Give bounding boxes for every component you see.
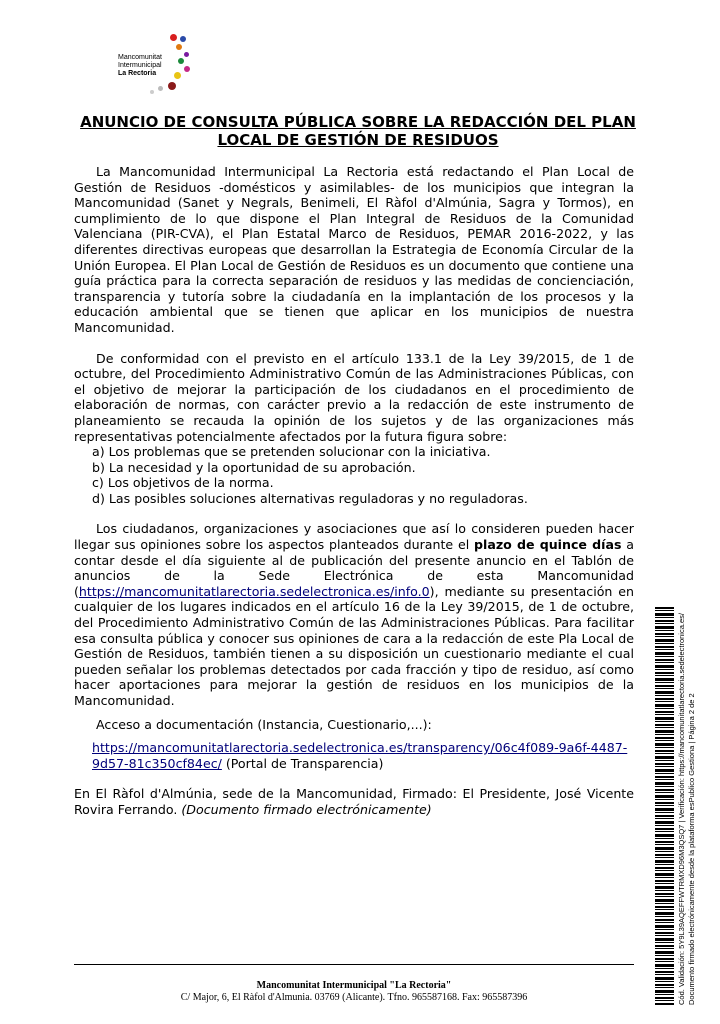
validation-sidebar: [655, 607, 713, 1005]
footer-organization: Mancomunitat Intermunicipal "La Rectoria": [256, 980, 452, 991]
validation-text: [677, 607, 697, 1005]
participation-text-end: ), mediante su presentación en cualquier de los lugares indicados en el artículo 16 de la Ley 39/2015, de 1 de octubre, del Procedimiento Administrativo Común de las Administraciones Públicas. Para facilitar esa consulta pública y conocer sus opiniones de cara a la redacción de este Pla Local de Gestión de Residuos, también tienen a su disposición un cuestionario mediante el cual pueden señalar los problemas detectados por cada fracción y tipo de residuo, así como hacer aportaciones para mejorar la gestión de residuos en los municipios de la Mancomunidad.: [74, 583, 634, 708]
transparency-portal-label: (Portal de Transparencia): [221, 755, 384, 771]
list-item: c) Los objetivos de la norma.: [92, 475, 274, 491]
page-footer: [74, 980, 634, 1004]
transparency-portal-link[interactable]: https://mancomunitatlarectoria.sedelectronica.es/transparency/06c4f089-9a6f-4487-9d57-81c350cf84ec/: [92, 740, 628, 771]
logo-line-1: Mancomunitat: [118, 54, 162, 61]
participation-text-middle: a contar desde el día siguiente al de publicación del presente anuncio en el Tablón de anuncios de la Sede Electrónica de esta Mancomunidad (: [74, 537, 634, 599]
document-body: [74, 164, 634, 818]
access-link-line: [74, 740, 634, 771]
signature-text: En El Ràfol d'Almúnia, sede de la Mancomunidad, Firmado: El Presidente, José Vicente Rovira Ferrando.: [74, 786, 634, 817]
deadline-highlight: plazo de quince días: [473, 537, 622, 553]
sede-electronica-link[interactable]: https://mancomunitatlarectoria.sedelectronica.es/info.0: [78, 583, 430, 599]
footer-address: C/ Major, 6, El Ràfol d'Almunia. 03769 (Alicante). Tfno. 965587168. Fax: 965587396: [180, 992, 528, 1003]
signature-platform-line: Documento firmado electrónicamente desde la plataforma esPublico Gestiona | Página 2 de 2: [687, 693, 696, 1005]
list-item: a) Los problemas que se pretenden solucionar con la iniciativa.: [92, 444, 491, 460]
paragraph-legal-basis: De conformidad con el previsto en el artículo 133.1 de la Ley 39/2015, de 1 de octubre, del Procedimiento Administrativo Común de las Administraciones Públicas, con el objetivo de mejorar la participación de los ciudadanos en el procedimiento de elaboración de normas, con carácter previo a la redacción de este instrumento de planeamiento se recauda la opinión de los sujetos y de las organizaciones más representativas potencialmente afectados por la futura figura sobre:: [74, 350, 634, 444]
list-item: d) Las posibles soluciones alternativas reguladoras y no reguladoras.: [92, 490, 528, 506]
barcode: [655, 607, 674, 1005]
access-documentation-label: Acceso a documentación (Instancia, Cuestionario,...):: [96, 716, 432, 732]
signature-line: [74, 786, 634, 817]
paragraph-participation: [74, 521, 634, 708]
validation-code-line: Cód. Validación: 5Y9L39AQEFFWTRMXD96M3QSQ7 | Verificación: https://mancomunitatlarectoria.sedelectronica.es/: [677, 613, 686, 1005]
logo-text: [118, 54, 162, 78]
logo-line-3: La Rectoria: [118, 70, 157, 77]
participation-text-start: Los ciudadanos, organizaciones y asociaciones que así lo consideren pueden hacer llegar sus opiniones sobre los aspectos planteados durante el: [74, 521, 634, 553]
list-item: b) La necesidad y la oportunidad de su aprobación.: [92, 459, 416, 475]
consultation-topics-list: [74, 444, 634, 506]
signature-note: (Documento firmado electrónicamente): [181, 801, 432, 817]
document-title: ANUNCIO DE CONSULTA PÚBLICA SOBRE LA REDACCIÓN DEL PLAN LOCAL DE GESTIÓN DE RESIDUOS: [80, 113, 636, 149]
footer-divider: [74, 964, 634, 965]
logo-line-2: Intermunicipal: [118, 62, 162, 69]
paragraph-intro: La Mancomunidad Intermunicipal La Rectoria está redactando el Plan Local de Gestión de Residuos -domésticos y asimilables- de los municipios que integran la Mancomunidad (Sanet y Negrals, Benimeli, El Ràfol d'Almúnia, Sagra y Tormos), en cumplimiento de lo que dispone el Plan Integral de Residuos de la Comunidad Valenciana (PIR-CVA), el Plan Estatal Marco de Residuos, PEMAR 2016-2022, y las diferentes directivas europeas que desarrollan la Estrategia de Economía Circular de la Unión Europea. El Plan Local de Gestión de Residuos es un documento que contiene una guía práctica para la correcta separación de residuos y las medidas de concienciación, transparencia y tutoría sobre la ciudadanía en la implantación de los procesos y la educación ambiental que se tienen que aplicar en los municipios de nuestra Mancomunidad.: [74, 164, 634, 335]
logo: [118, 32, 198, 110]
